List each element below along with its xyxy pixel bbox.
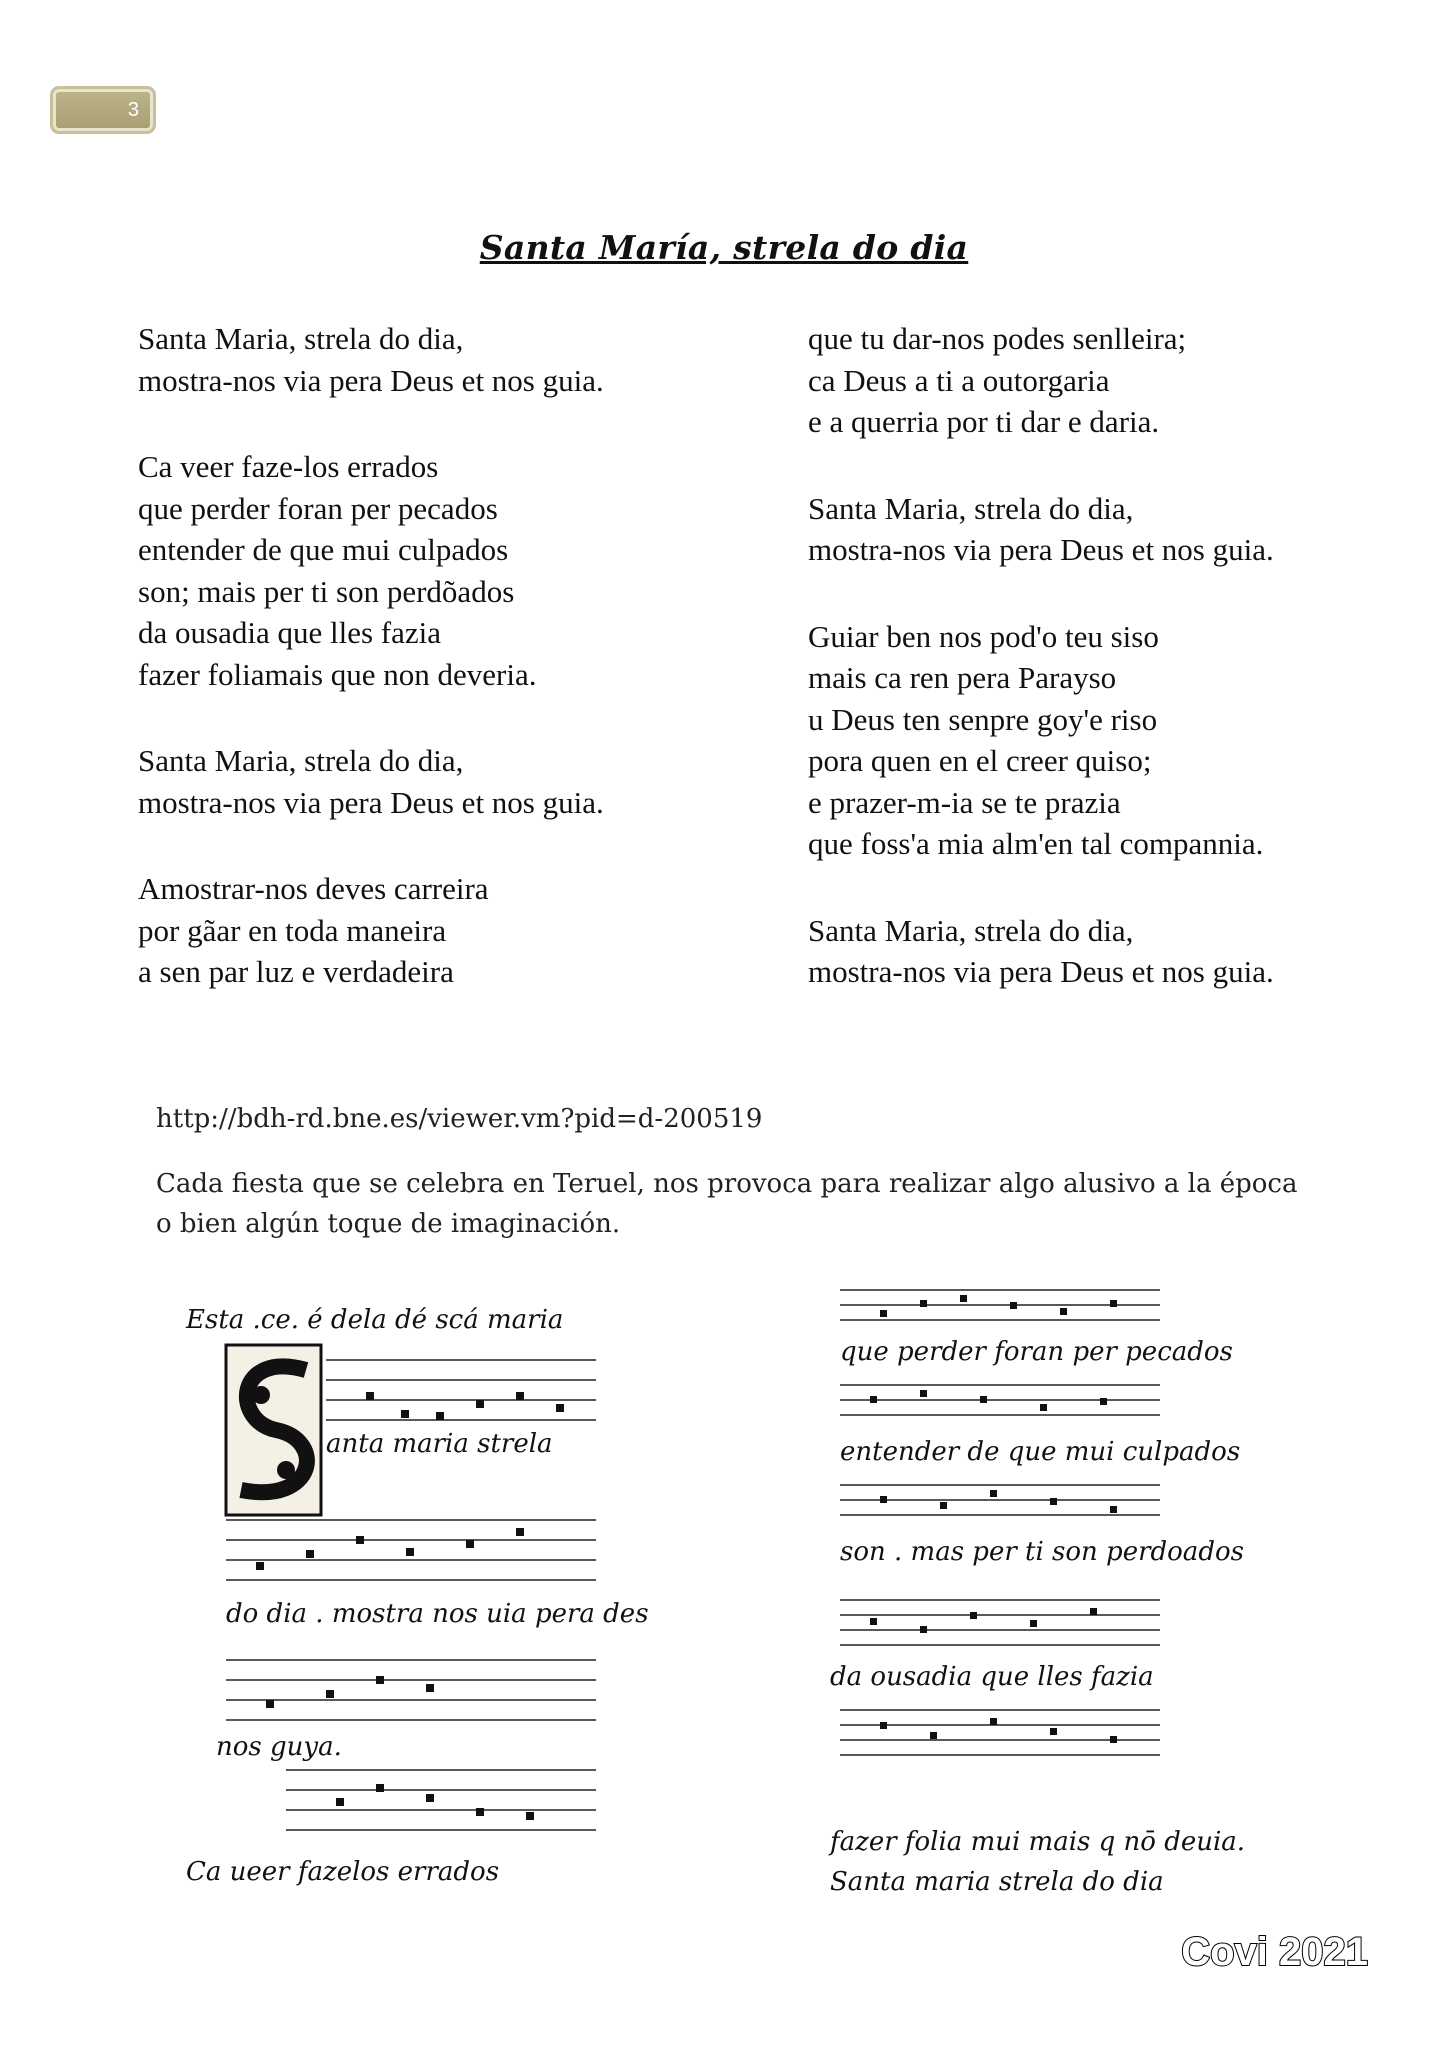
manuscript-text-line: que perder foran per pecados (840, 1337, 1233, 1367)
manuscript-image-right (810, 1270, 1246, 1910)
stanza (808, 910, 1408, 993)
lyric-line: da ousadia que lles fazia (138, 615, 441, 650)
manuscript-text-line: fazer folia mui mais q nō deuia. (830, 1827, 1246, 1857)
lyric-line: mostra-nos via pera Deus et nos guia. (808, 954, 1274, 989)
manuscript-text-line: son . mas per ti son perdoados (840, 1537, 1244, 1567)
manuscript-text-line: anta maria strela (326, 1429, 553, 1459)
description-paragraph: Cada fiesta que se celebra en Teruel, nos provoca para realizar algo alusivo a la época o bien algún toque de imaginación. (156, 1169, 1298, 1239)
lyrics-left-column (138, 318, 778, 1038)
lyric-line: que foss'a mia alm'en tal compannia. (808, 826, 1264, 861)
manuscript-text-line: Esta .ce. é dela dé scá maria (186, 1305, 564, 1335)
signature: Covi 2021 (1181, 1930, 1368, 1974)
lyric-line: que tu dar-nos podes senlleira; (808, 321, 1187, 356)
lyric-line: Santa Maria, strela do dia, (138, 321, 464, 356)
illuminated-initial (226, 1345, 321, 1515)
page-number: 3 (127, 99, 139, 121)
lyric-line: e a querria por ti dar e daria. (808, 404, 1160, 439)
manuscript-text-line: Santa maria strela do dia (830, 1867, 1164, 1897)
stanza (808, 616, 1408, 865)
lyric-line: entender de que mui culpados (138, 532, 509, 567)
stanza (808, 318, 1408, 443)
lyric-line: Guiar ben nos pod'o teu siso (808, 618, 1159, 654)
page-number-badge (50, 86, 156, 134)
lyric-line: Amostrar-nos deves carreira (138, 871, 489, 906)
manuscript-text-line: do dia . mostra nos uia pera des (226, 1599, 649, 1629)
stanza (808, 488, 1408, 571)
lyric-line: ca Deus a ti a outorgaria (808, 362, 1110, 398)
lyric-line: mais ca ren pera Parayso (808, 660, 1117, 695)
lyric-line: que perder foran per pecados (138, 490, 498, 526)
lyric-line: Santa Maria, strela do dia, (808, 912, 1134, 948)
lyric-line: u Deus ten senpre goy'e riso (808, 701, 1158, 737)
manuscript-text-line: entender de que mui culpados (840, 1437, 1241, 1467)
stanza (138, 740, 778, 823)
lyric-line: e prazer-m-ia se te prazia (808, 784, 1121, 820)
source-url[interactable]: http://bdh-rd.bne.es/viewer.vm?pid=d-200519 (156, 1104, 763, 1134)
lyric-line: mostra-nos via pera Deus et nos guia. (138, 362, 604, 398)
lyric-line: por gãar en toda maneira (138, 912, 447, 948)
stanza (138, 446, 778, 695)
lyric-line: Santa Maria, strela do dia, (138, 743, 464, 778)
manuscript-image-left (176, 1300, 649, 1900)
lyric-line: mostra-nos via pera Deus et nos guia. (808, 532, 1274, 567)
lyric-line: pora quen en el creer quiso; (808, 743, 1152, 778)
song-title: Santa María, strela do dia (479, 228, 969, 267)
manuscript-text-line: nos guya. (216, 1732, 342, 1762)
lyric-line: mostra-nos via pera Deus et nos guia. (138, 784, 604, 820)
lyric-line: son; mais per ti son perdõados (138, 573, 515, 609)
stanza (138, 868, 778, 993)
lyric-line: fazer foliamais que non deveria. (138, 656, 537, 692)
lyric-line: a sen par luz e verdadeira (138, 954, 454, 989)
stanza (138, 318, 778, 401)
lyric-line: Santa Maria, strela do dia, (808, 490, 1134, 526)
lyric-line: Ca veer faze-los errados (138, 449, 439, 484)
lyrics-right-column (808, 318, 1408, 1038)
manuscript-text-line: da ousadia que lles fazia (830, 1662, 1154, 1692)
manuscript-text-line: Ca ueer fazelos errados (186, 1857, 500, 1887)
